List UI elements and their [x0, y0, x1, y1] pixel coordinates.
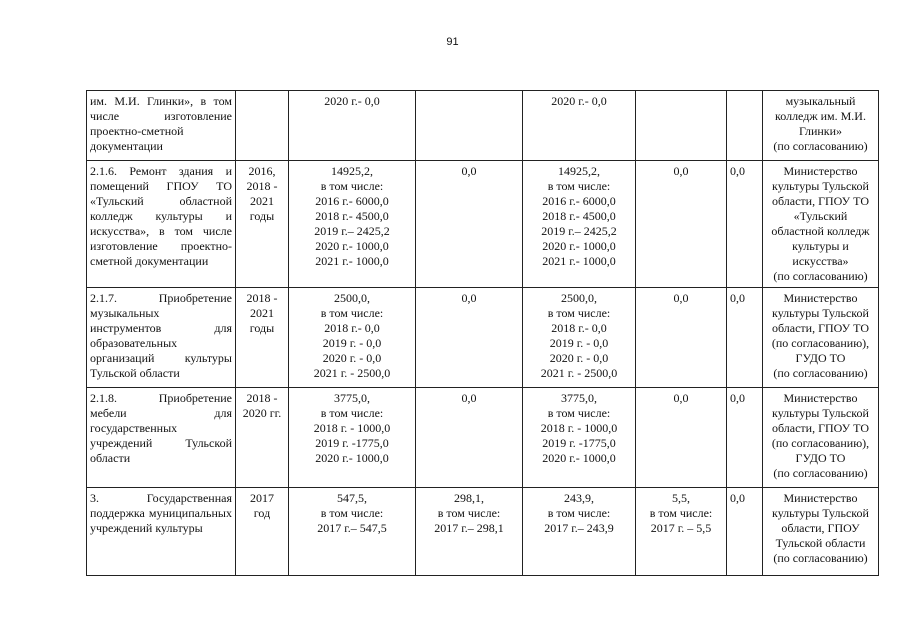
cell-line: 2500,0,	[334, 291, 370, 305]
cell-executor	[763, 388, 879, 488]
cell-line: в том числе:	[437, 506, 501, 520]
cell-line: музыкальный	[785, 94, 856, 108]
cell-line: 3775,0,	[561, 391, 597, 405]
cell-line: 2020 г.- 1000,0	[542, 451, 616, 465]
cell-line: области, ГПОУ ТО	[771, 321, 870, 335]
cell-line: области, ГПОУ ТО	[771, 194, 870, 208]
cell-years	[236, 288, 289, 388]
cell-funding-col4	[416, 488, 523, 576]
cell-total-funding	[289, 91, 416, 161]
cell-line: культуры Тульской	[772, 179, 869, 193]
cell-line: областной колледж	[771, 224, 870, 238]
cell-funding-col4: 0,0	[416, 288, 523, 388]
cell-funding-col7: 0,0	[727, 288, 763, 388]
cell-line: в том числе:	[320, 406, 384, 420]
cell-executor	[763, 488, 879, 576]
cell-line: в том числе:	[649, 506, 713, 520]
table-row	[87, 161, 879, 288]
cell-line: в том числе:	[547, 179, 611, 193]
cell-line: в том числе:	[320, 506, 384, 520]
cell-funding-col6: 0,0	[636, 288, 727, 388]
cell-funding-col7: 0,0	[727, 488, 763, 576]
cell-line: Министерство	[783, 391, 858, 405]
budget-table	[86, 90, 879, 576]
cell-line: культуры Тульской	[772, 506, 869, 520]
cell-line: годы	[249, 209, 275, 223]
cell-line: 2019 г.– 2425,2	[541, 224, 617, 238]
cell-line: 2018 -	[246, 179, 278, 193]
cell-line: 2016 г.- 6000,0	[542, 194, 616, 208]
cell-line: 2021 г. - 2500,0	[540, 366, 618, 380]
cell-line: 2021 г.- 1000,0	[315, 254, 389, 268]
cell-line: 5,5,	[672, 491, 690, 505]
cell-funding-col7: 0,0	[727, 161, 763, 288]
cell-years	[236, 388, 289, 488]
table-row	[87, 91, 879, 161]
cell-line: области, ГПОУ	[781, 521, 860, 535]
page-number: 91	[446, 36, 459, 48]
cell-executor	[763, 288, 879, 388]
cell-line: 547,5,	[337, 491, 367, 505]
cell-line: 2500,0,	[561, 291, 597, 305]
cell-line: 2019 г.– 2425,2	[314, 224, 390, 238]
cell-funding-col6: 0,0	[636, 388, 727, 488]
cell-line: 2019 г. -1775,0	[542, 436, 616, 450]
cell-line: 2018 г.- 4500,0	[542, 209, 616, 223]
cell-line: 2018 -	[246, 391, 278, 405]
cell-line: 2017 г.– 298,1	[434, 521, 504, 535]
cell-line: 298,1,	[454, 491, 484, 505]
cell-line: 2020 г. - 0,0	[322, 351, 382, 365]
cell-line: 14925,2,	[331, 164, 373, 178]
cell-description: им. М.И. Глинки», в том числе изготовление проектно-сметной документации	[87, 91, 236, 161]
cell-line: в том числе:	[547, 306, 611, 320]
cell-line: 2021	[250, 306, 274, 320]
cell-executor	[763, 91, 879, 161]
cell-line: в том числе:	[320, 179, 384, 193]
table-row	[87, 288, 879, 388]
cell-funding-col5	[523, 488, 636, 576]
cell-line: культуры и	[792, 239, 849, 253]
cell-line: 3775,0,	[334, 391, 370, 405]
cell-line: Тульской области	[775, 536, 866, 550]
cell-line: Министерство	[783, 291, 858, 305]
cell-executor	[763, 161, 879, 288]
cell-line: области, ГПОУ ТО	[771, 421, 870, 435]
cell-line: ГУДО ТО	[795, 451, 846, 465]
cell-line: «Тульский	[793, 209, 848, 223]
cell-funding-col4: 0,0	[416, 388, 523, 488]
cell-line: 2018 г. - 1000,0	[540, 421, 618, 435]
cell-line: Глинки»	[798, 124, 843, 138]
cell-funding-col5	[523, 288, 636, 388]
table-row	[87, 388, 879, 488]
cell-line: в том числе:	[547, 506, 611, 520]
cell-line: искусства»	[792, 254, 849, 268]
cell-funding-col4: 0,0	[416, 161, 523, 288]
cell-line: 2019 г. - 0,0	[322, 336, 382, 350]
cell-line: 2016,	[248, 164, 276, 178]
cell-total-funding	[289, 488, 416, 576]
cell-line: 2020 г.- 0,0	[324, 94, 380, 108]
cell-line: годы	[249, 321, 275, 335]
cell-line: 2018 -	[246, 291, 278, 305]
cell-line: (по согласованию)	[773, 551, 868, 565]
cell-line: 2017 г. – 5,5	[650, 521, 712, 535]
cell-funding-col7: 0,0	[727, 388, 763, 488]
cell-line: 2021 г.- 1000,0	[542, 254, 616, 268]
table-body	[87, 91, 879, 576]
cell-line: 14925,2,	[558, 164, 600, 178]
cell-line: год	[253, 506, 271, 520]
table-row	[87, 488, 879, 576]
cell-funding-col6	[636, 488, 727, 576]
cell-line: 2018 г.- 0,0	[324, 321, 380, 335]
cell-line: в том числе:	[547, 406, 611, 420]
cell-years	[236, 488, 289, 576]
cell-line: 2019 г. - 0,0	[549, 336, 609, 350]
cell-line: культуры Тульской	[772, 306, 869, 320]
cell-line: 2020 г.- 1000,0	[315, 451, 389, 465]
cell-funding-col4	[416, 91, 523, 161]
cell-line: 2017 г.– 243,9	[544, 521, 614, 535]
cell-years	[236, 161, 289, 288]
cell-total-funding	[289, 161, 416, 288]
cell-line: (по согласованию)	[773, 366, 868, 380]
cell-line: 2017	[250, 491, 274, 505]
cell-funding-col5	[523, 91, 636, 161]
cell-line: 2021 г. - 2500,0	[313, 366, 391, 380]
cell-line: 2019 г. -1775,0	[315, 436, 389, 450]
cell-line: Министерство	[783, 164, 858, 178]
cell-line: (по согласованию),	[771, 436, 870, 450]
cell-line: 2017 г.– 547,5	[317, 521, 387, 535]
cell-total-funding	[289, 288, 416, 388]
cell-line: ГУДО ТО	[795, 351, 846, 365]
cell-line: (по согласованию),	[771, 336, 870, 350]
cell-line: 2018 г.- 4500,0	[315, 209, 389, 223]
cell-line: (по согласованию)	[773, 466, 868, 480]
cell-line: (по согласованию)	[773, 269, 868, 283]
cell-line: 2021	[250, 194, 274, 208]
cell-years	[236, 91, 289, 161]
cell-line: Министерство	[783, 491, 858, 505]
cell-funding-col6	[636, 91, 727, 161]
cell-line: 243,9,	[564, 491, 594, 505]
cell-description: 2.1.6. Ремонт здания и помещений ГПОУ ТО «Тульский областной колледж культуры и искусства», в том числе изготовление проектно-сметной документации	[87, 161, 236, 288]
cell-line: колледж им. М.И.	[775, 109, 866, 123]
cell-total-funding	[289, 388, 416, 488]
cell-line: 2020 г.- 1000,0	[542, 239, 616, 253]
cell-funding-col7	[727, 91, 763, 161]
cell-funding-col5	[523, 161, 636, 288]
cell-funding-col6: 0,0	[636, 161, 727, 288]
cell-description: 2.1.8. Приобретение мебели для государственных учреждений Тульской области	[87, 388, 236, 488]
cell-description: 2.1.7. Приобретение музыкальных инструментов для образовательных организаций культуры Тульской области	[87, 288, 236, 388]
cell-line: 2020 г. - 0,0	[549, 351, 609, 365]
cell-line: (по согласованию)	[773, 139, 868, 153]
cell-line: 2018 г. - 1000,0	[313, 421, 391, 435]
cell-line: 2020 г.- 0,0	[551, 94, 607, 108]
cell-line: 2020 г.- 1000,0	[315, 239, 389, 253]
cell-line: 2020 гг.	[242, 406, 282, 420]
cell-description: 3. Государственная поддержка муниципальных учреждений культуры	[87, 488, 236, 576]
cell-line: в том числе:	[320, 306, 384, 320]
cell-line: культуры Тульской	[772, 406, 869, 420]
cell-line: 2016 г.- 6000,0	[315, 194, 389, 208]
cell-line: 2018 г.- 0,0	[551, 321, 607, 335]
cell-funding-col5	[523, 388, 636, 488]
